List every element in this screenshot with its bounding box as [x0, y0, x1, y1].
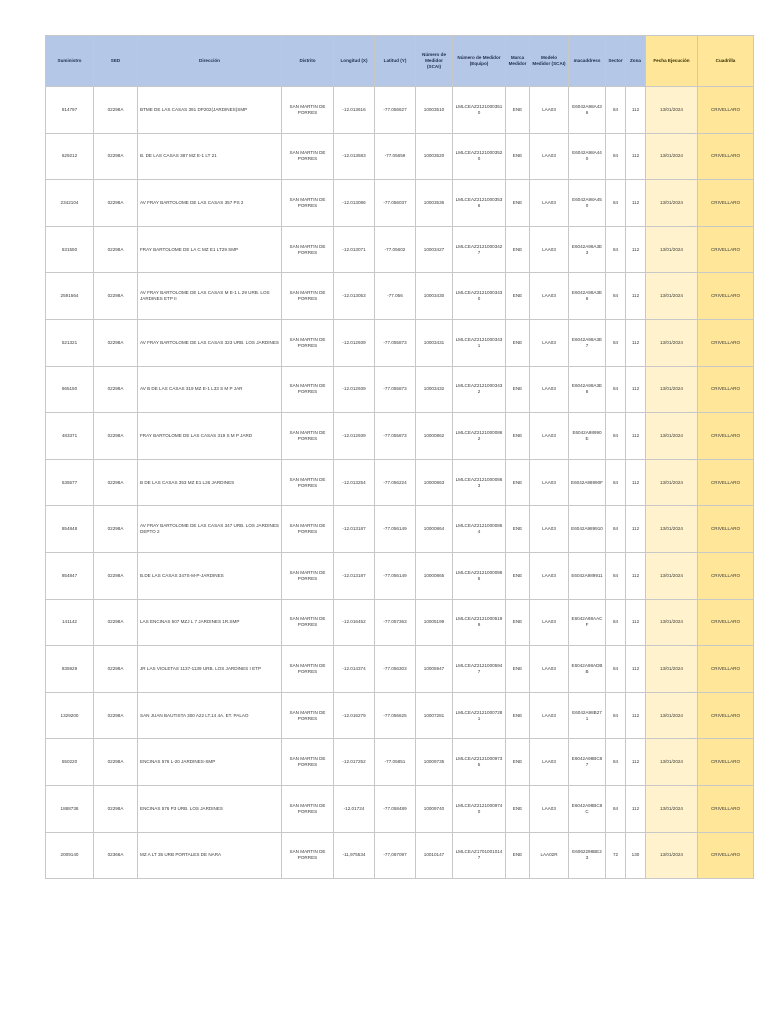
modelo-cell: LAA03	[530, 785, 569, 832]
cuadrilla-cell: CRIVELLARO	[698, 180, 754, 227]
latitud-cell: -77.056625	[375, 692, 416, 739]
macaddress-cell: E6042A98A440	[569, 133, 606, 180]
sector-cell: 84	[606, 552, 626, 599]
modelo-cell: LAA03	[530, 273, 569, 320]
macaddress-cell: E6042A98990E	[569, 413, 606, 460]
sed-cell: 02298A	[94, 366, 138, 413]
sed-cell: 02298A	[94, 739, 138, 786]
medidor-equipo-cell: LMLCEAZ21210009740	[453, 785, 506, 832]
direccion-cell: ENCINAS 576 P3 URB. LOS JARDINES	[138, 785, 282, 832]
sed-cell: 02366A	[94, 832, 138, 879]
macaddress-cell: E6042A98BC87	[569, 739, 606, 786]
medidor-scai-cell: 10003510	[416, 87, 453, 134]
marca-cell: ENE	[506, 552, 530, 599]
latitud-cell: -77.057363	[375, 599, 416, 646]
distrito-cell: SAN MARTIN DE PORRES	[282, 273, 334, 320]
modelo-cell: LAA03	[530, 87, 569, 134]
medidor-scai-cell: 10000863	[416, 459, 453, 506]
distrito-cell: SAN MARTIN DE PORRES	[282, 226, 334, 273]
fecha-ejecucion-cell: 13/01/2024	[646, 739, 698, 786]
sector-cell: 84	[606, 785, 626, 832]
medidor-equipo-cell: LMLCEAZ21210003431	[453, 319, 506, 366]
longitud-cell: -12.017252	[334, 739, 375, 786]
cuadrilla-cell: CRIVELLARO	[698, 646, 754, 693]
cuadrilla-cell: CRIVELLARO	[698, 273, 754, 320]
direccion-cell: ENCINAS 576 L-20 JARDINES-SMP	[138, 739, 282, 786]
distrito-cell: SAN MARTIN DE PORRES	[282, 506, 334, 553]
macaddress-cell: E6042A989911	[569, 552, 606, 599]
medidor-scai-cell: 10009735	[416, 739, 453, 786]
medidor-equipo-cell: LMLCEAZ21210003427	[453, 226, 506, 273]
latitud-cell: -77.055873	[375, 413, 416, 460]
suministro-cell: 629212	[46, 133, 94, 180]
header-macaddress: macaddress	[569, 36, 606, 87]
latitud-cell: -77.056149	[375, 506, 416, 553]
marca-cell: ENE	[506, 226, 530, 273]
fecha-ejecucion-cell: 13/01/2024	[646, 226, 698, 273]
cuadrilla-cell: CRIVELLARO	[698, 366, 754, 413]
modelo-cell: LAA03	[530, 366, 569, 413]
latitud-cell: -77,087097	[375, 832, 416, 879]
header-sed: SED	[94, 36, 138, 87]
sed-cell: 02298A	[94, 226, 138, 273]
latitud-cell: -77.056627	[375, 87, 416, 134]
zona-cell: 112	[626, 180, 646, 227]
header-zona: Zona	[626, 36, 646, 87]
suministro-cell: 2591564	[46, 273, 94, 320]
longitud-cell: -12.012939	[334, 366, 375, 413]
zona-cell: 112	[626, 413, 646, 460]
table-row	[46, 785, 754, 832]
header-distrito: Distrito	[282, 36, 334, 87]
medidor-scai-cell: 10009740	[416, 785, 453, 832]
fecha-ejecucion-cell: 13/01/2024	[646, 785, 698, 832]
zona-cell: 130	[626, 832, 646, 879]
macaddress-cell: E6042A989910	[569, 506, 606, 553]
longitud-cell: -12.013071	[334, 226, 375, 273]
longitud-cell: -12.012939	[334, 413, 375, 460]
suministro-cell: 854848	[46, 506, 94, 553]
modelo-cell: LAA02R	[530, 832, 569, 879]
macaddress-cell: E6042A98A3E6	[569, 273, 606, 320]
fecha-ejecucion-cell: 13/01/2024	[646, 646, 698, 693]
header-medidor-scai: Número de Medidor (SCAI)	[416, 36, 453, 87]
medidor-equipo-cell: LMLCEAZ17010010147	[453, 832, 506, 879]
sed-cell: 02298A	[94, 413, 138, 460]
table-row	[46, 366, 754, 413]
medidor-scai-cell: 10005199	[416, 599, 453, 646]
longitud-cell: -11,975534	[334, 832, 375, 879]
fecha-ejecucion-cell: 13/01/2024	[646, 366, 698, 413]
suministro-cell: 550220	[46, 739, 94, 786]
zona-cell: 112	[626, 87, 646, 134]
medidor-equipo-cell: LMLCEAZ21210005947	[453, 646, 506, 693]
medidor-equipo-cell: LMLCEAZ21210000864	[453, 506, 506, 553]
macaddress-cell: E6042A98BC8C	[569, 785, 606, 832]
latitud-cell: -77.056224	[375, 459, 416, 506]
marca-cell: ENE	[506, 832, 530, 879]
table-row	[46, 87, 754, 134]
sector-cell: 84	[606, 646, 626, 693]
latitud-cell: -77.056149	[375, 552, 416, 599]
cuadrilla-cell: CRIVELLARO	[698, 226, 754, 273]
zona-cell: 112	[626, 133, 646, 180]
medidor-scai-cell: 10005947	[416, 646, 453, 693]
modelo-cell: LAA03	[530, 646, 569, 693]
fecha-ejecucion-cell: 13/01/2024	[646, 599, 698, 646]
marca-cell: ENE	[506, 413, 530, 460]
marca-cell: ENE	[506, 459, 530, 506]
suministro-cell: 535577	[46, 459, 94, 506]
medidor-equipo-cell: LMLCEAZ21210003536	[453, 180, 506, 227]
direccion-cell: BTME DE LAS CASAS 391 DP202(JARDINES)SMP	[138, 87, 282, 134]
distrito-cell: SAN MARTIN DE PORRES	[282, 552, 334, 599]
sed-cell: 02298A	[94, 599, 138, 646]
distrito-cell: SAN MARTIN DE PORRES	[282, 739, 334, 786]
sector-cell: 84	[606, 692, 626, 739]
distrito-cell: SAN MARTIN DE PORRES	[282, 692, 334, 739]
modelo-cell: LAA03	[530, 413, 569, 460]
distrito-cell: SAN MARTIN DE PORRES	[282, 87, 334, 134]
marca-cell: ENE	[506, 273, 530, 320]
suministro-cell: 141142	[46, 599, 94, 646]
distrito-cell: SAN MARTIN DE PORRES	[282, 133, 334, 180]
latitud-cell: -77.058489	[375, 785, 416, 832]
suministro-cell: 631550	[46, 226, 94, 273]
table-header	[46, 36, 754, 87]
zona-cell: 112	[626, 646, 646, 693]
sector-cell: 84	[606, 87, 626, 134]
medidor-scai-cell: 10003430	[416, 273, 453, 320]
direccion-cell: AV FRAY BARTOLOME DE LAS CASAS M E-1 L 29 URB. LOS JARDINES ETP II	[138, 273, 282, 320]
sed-cell: 02298A	[94, 692, 138, 739]
medidor-equipo-cell: LMLCEAZ21210009735	[453, 739, 506, 786]
medidor-scai-cell: 10003520	[416, 133, 453, 180]
spreadsheet-sheet	[45, 35, 741, 879]
medidor-scai-cell: 10000864	[416, 506, 453, 553]
direccion-cell: AV FRAY BARTOLOME DE LAS CASAS 323 URB. LOS JARDINES	[138, 319, 282, 366]
direccion-cell: AV FRAY BARTOLOME DE LAS CASAS 347 URB. LOS JARDINES DEPTO 2	[138, 506, 282, 553]
distrito-cell: SAN MARTIN DE PORRES	[282, 319, 334, 366]
medidor-scai-cell: 10000862	[416, 413, 453, 460]
medidor-scai-cell: 10003431	[416, 319, 453, 366]
direccion-cell: B.DE LAS CASAS 347S-M-P-JARDINES	[138, 552, 282, 599]
sed-cell: 02298A	[94, 506, 138, 553]
sed-cell: 02298A	[94, 552, 138, 599]
cuadrilla-cell: CRIVELLARO	[698, 552, 754, 599]
direccion-cell: FRAY BARTOLOME DE LA C MZ E1 LT29 SMP	[138, 226, 282, 273]
latitud-cell: -77.056037	[375, 180, 416, 227]
longitud-cell: -12.01724	[334, 785, 375, 832]
macaddress-cell: E6042A98990F	[569, 459, 606, 506]
latitud-cell: -77.05659	[375, 133, 416, 180]
modelo-cell: LAA03	[530, 599, 569, 646]
suministro-cell: 665150	[46, 366, 94, 413]
macaddress-cell: E6042A98A3E7	[569, 319, 606, 366]
latitud-cell: -77.055873	[375, 366, 416, 413]
medidor-equipo-cell: LMLCEAZ21210000863	[453, 459, 506, 506]
marca-cell: ENE	[506, 87, 530, 134]
marca-cell: ENE	[506, 366, 530, 413]
cuadrilla-cell: CRIVELLARO	[698, 319, 754, 366]
suministro-cell: 521321	[46, 319, 94, 366]
zona-cell: 112	[626, 506, 646, 553]
medidor-scai-cell: 10007281	[416, 692, 453, 739]
suministro-cell: 483371	[46, 413, 94, 460]
sector-cell: 84	[606, 133, 626, 180]
header-fecha-ejecucion: Fecha Ejecución	[646, 36, 698, 87]
zona-cell: 112	[626, 739, 646, 786]
zona-cell: 112	[626, 552, 646, 599]
sed-cell: 02298A	[94, 646, 138, 693]
modelo-cell: LAA03	[530, 319, 569, 366]
sector-cell: 84	[606, 599, 626, 646]
distrito-cell: SAN MARTIN DE PORRES	[282, 459, 334, 506]
fecha-ejecucion-cell: 13/01/2024	[646, 87, 698, 134]
direccion-cell: B DE LAS CASAS 353 MZ E1 L26 JARDINES	[138, 459, 282, 506]
sector-cell: 84	[606, 506, 626, 553]
suministro-cell: 2009140	[46, 832, 94, 879]
fecha-ejecucion-cell: 13/01/2024	[646, 133, 698, 180]
medidor-scai-cell: 10003432	[416, 366, 453, 413]
medidor-equipo-cell: LMLCEAZ21210003520	[453, 133, 506, 180]
macaddress-cell: E6042A98ADBB	[569, 646, 606, 693]
sector-cell: 72	[606, 832, 626, 879]
header-medidor-equipo: Número de Medidor (Equipo)	[453, 36, 506, 87]
marca-cell: ENE	[506, 319, 530, 366]
suministro-cell: 1329200	[46, 692, 94, 739]
direccion-cell: JR LAS VIOLETAS 1137-1139 URB. LOS JARDINES I ETP	[138, 646, 282, 693]
longitud-cell: -12.013187	[334, 506, 375, 553]
macaddress-cell: E6042A98A3E8	[569, 366, 606, 413]
header-row	[46, 36, 754, 87]
distrito-cell: SAN MARTIN DE PORRES	[282, 599, 334, 646]
sector-cell: 84	[606, 180, 626, 227]
longitud-cell: -12.013616	[334, 87, 375, 134]
medidor-equipo-cell: LMLCEAZ21210003432	[453, 366, 506, 413]
fecha-ejecucion-cell: 13/01/2024	[646, 552, 698, 599]
sector-cell: 84	[606, 739, 626, 786]
direccion-cell: LAS ENCINAS 507 MZJ L 7 JARDINES 1R.SMP	[138, 599, 282, 646]
table-row	[46, 319, 754, 366]
sed-cell: 02298A	[94, 319, 138, 366]
header-marca-medidor: Marca Medidor	[506, 36, 530, 87]
medidor-scai-cell: 10010147	[416, 832, 453, 879]
cuadrilla-cell: CRIVELLARO	[698, 459, 754, 506]
longitud-cell: -12.013583	[334, 133, 375, 180]
header-latitud: Latitud (Y)	[375, 36, 416, 87]
marca-cell: ENE	[506, 646, 530, 693]
medidor-equipo-cell: LMLCEAZ21210000862	[453, 413, 506, 460]
fecha-ejecucion-cell: 13/01/2024	[646, 692, 698, 739]
latitud-cell: -77.05851	[375, 739, 416, 786]
cuadrilla-cell: CRIVELLARO	[698, 413, 754, 460]
marca-cell: ENE	[506, 133, 530, 180]
table-row	[46, 506, 754, 553]
distrito-cell: SAN MARTIN DE PORRES	[282, 413, 334, 460]
macaddress-cell: E6042A98AACF	[569, 599, 606, 646]
medidor-scai-cell: 10003536	[416, 180, 453, 227]
longitud-cell: -12.016279	[334, 692, 375, 739]
macaddress-cell: E6062298BE23	[569, 832, 606, 879]
macaddress-cell: E6042A98A436	[569, 87, 606, 134]
medidor-equipo-cell: LMLCEAZ21210003510	[453, 87, 506, 134]
table-row	[46, 180, 754, 227]
cuadrilla-cell: CRIVELLARO	[698, 739, 754, 786]
fecha-ejecucion-cell: 13/01/2024	[646, 273, 698, 320]
medidor-scai-cell: 10000865	[416, 552, 453, 599]
table-row	[46, 226, 754, 273]
table-row	[46, 739, 754, 786]
longitud-cell: -12.013086	[334, 180, 375, 227]
sector-cell: 84	[606, 226, 626, 273]
table-row	[46, 273, 754, 320]
sed-cell: 02298A	[94, 133, 138, 180]
meter-installation-table	[45, 35, 754, 879]
sed-cell: 02298A	[94, 273, 138, 320]
zona-cell: 112	[626, 319, 646, 366]
zona-cell: 112	[626, 692, 646, 739]
cuadrilla-cell: CRIVELLARO	[698, 599, 754, 646]
sed-cell: 02298A	[94, 785, 138, 832]
cuadrilla-cell: CRIVELLARO	[698, 87, 754, 134]
zona-cell: 112	[626, 785, 646, 832]
sector-cell: 84	[606, 273, 626, 320]
sector-cell: 84	[606, 459, 626, 506]
table-row	[46, 599, 754, 646]
table-row	[46, 552, 754, 599]
distrito-cell: SAN MARTIN DE PORRES	[282, 785, 334, 832]
direccion-cell: B. DE LAS CASAS 387 MZ E-1 LT 21	[138, 133, 282, 180]
modelo-cell: LAA03	[530, 133, 569, 180]
medidor-scai-cell: 10003427	[416, 226, 453, 273]
suministro-cell: 2342104	[46, 180, 94, 227]
sed-cell: 02298A	[94, 459, 138, 506]
fecha-ejecucion-cell: 13/01/2024	[646, 459, 698, 506]
direccion-cell: AV B DE LAS CASAS 319 MZ E-1 L33 S M P JAR	[138, 366, 282, 413]
marca-cell: ENE	[506, 692, 530, 739]
cuadrilla-cell: CRIVELLARO	[698, 832, 754, 879]
modelo-cell: LAA03	[530, 506, 569, 553]
marca-cell: ENE	[506, 739, 530, 786]
suministro-cell: 835929	[46, 646, 94, 693]
header-cuadrilla: Cuadrilla	[698, 36, 754, 87]
zona-cell: 112	[626, 599, 646, 646]
cuadrilla-cell: CRIVELLARO	[698, 506, 754, 553]
latitud-cell: -77.056303	[375, 646, 416, 693]
macaddress-cell: E6042A98A450	[569, 180, 606, 227]
table-body	[46, 87, 754, 879]
fecha-ejecucion-cell: 13/01/2024	[646, 319, 698, 366]
fecha-ejecucion-cell: 13/01/2024	[646, 506, 698, 553]
sector-cell: 84	[606, 319, 626, 366]
zona-cell: 112	[626, 366, 646, 413]
marca-cell: ENE	[506, 506, 530, 553]
longitud-cell: -12.012939	[334, 319, 375, 366]
sed-cell: 02298A	[94, 87, 138, 134]
table-row	[46, 413, 754, 460]
modelo-cell: LAA03	[530, 226, 569, 273]
suministro-cell: 814797	[46, 87, 94, 134]
longitud-cell: -12.013187	[334, 552, 375, 599]
marca-cell: ENE	[506, 599, 530, 646]
modelo-cell: LAA03	[530, 552, 569, 599]
distrito-cell: SAN MARTIN DE PORRES	[282, 180, 334, 227]
table-row	[46, 133, 754, 180]
marca-cell: ENE	[506, 180, 530, 227]
table-row	[46, 646, 754, 693]
longitud-cell: -12.016452	[334, 599, 375, 646]
medidor-equipo-cell: LMLCEAZ21210000865	[453, 552, 506, 599]
latitud-cell: -77.056	[375, 273, 416, 320]
modelo-cell: LAA03	[530, 692, 569, 739]
fecha-ejecucion-cell: 13/01/2024	[646, 832, 698, 879]
suministro-cell: 1888738	[46, 785, 94, 832]
distrito-cell: SAN MARTIN DE PORRES	[282, 646, 334, 693]
header-sector: Sector	[606, 36, 626, 87]
cuadrilla-cell: CRIVELLARO	[698, 133, 754, 180]
table-row	[46, 459, 754, 506]
longitud-cell: -12.013254	[334, 459, 375, 506]
cuadrilla-cell: CRIVELLARO	[698, 785, 754, 832]
direccion-cell: AV FRAY BARTOLOME DE LAS CASAS 357 PS 2	[138, 180, 282, 227]
longitud-cell: -12.014374	[334, 646, 375, 693]
macaddress-cell: E6042A98A3E3	[569, 226, 606, 273]
distrito-cell: SAN MARTIN DE PORRES	[282, 832, 334, 879]
fecha-ejecucion-cell: 13/01/2024	[646, 413, 698, 460]
table-row	[46, 832, 754, 879]
sector-cell: 84	[606, 366, 626, 413]
cuadrilla-cell: CRIVELLARO	[698, 692, 754, 739]
macaddress-cell: E6042A98B271	[569, 692, 606, 739]
modelo-cell: LAA03	[530, 459, 569, 506]
suministro-cell: 854847	[46, 552, 94, 599]
header-suministro: Suministro	[46, 36, 94, 87]
zona-cell: 112	[626, 459, 646, 506]
marca-cell: ENE	[506, 785, 530, 832]
sed-cell: 02298A	[94, 180, 138, 227]
header-direccion: Dirección	[138, 36, 282, 87]
table-row	[46, 692, 754, 739]
latitud-cell: -77.055873	[375, 319, 416, 366]
latitud-cell: -77.05602	[375, 226, 416, 273]
direccion-cell: MZ A LT 35 URB PORTALES DE NARA	[138, 832, 282, 879]
medidor-equipo-cell: LMLCEAZ21210007281	[453, 692, 506, 739]
longitud-cell: -12.013053	[334, 273, 375, 320]
zona-cell: 112	[626, 273, 646, 320]
direccion-cell: SAN JUAN BAUTISTA 300 A22 LT.14 4A. ET. PALAO	[138, 692, 282, 739]
modelo-cell: LAA03	[530, 180, 569, 227]
header-longitud: Longitud (X)	[334, 36, 375, 87]
header-modelo-medidor: Modelo Medidor (SCAI)	[530, 36, 569, 87]
direccion-cell: FRAY BARTOLOME DE LAS CASAS 319 S M P JARD	[138, 413, 282, 460]
medidor-equipo-cell: LMLCEAZ21210003430	[453, 273, 506, 320]
zona-cell: 112	[626, 226, 646, 273]
distrito-cell: SAN MARTIN DE PORRES	[282, 366, 334, 413]
fecha-ejecucion-cell: 13/01/2024	[646, 180, 698, 227]
sector-cell: 84	[606, 413, 626, 460]
medidor-equipo-cell: LMLCEAZ21210005199	[453, 599, 506, 646]
modelo-cell: LAA03	[530, 739, 569, 786]
